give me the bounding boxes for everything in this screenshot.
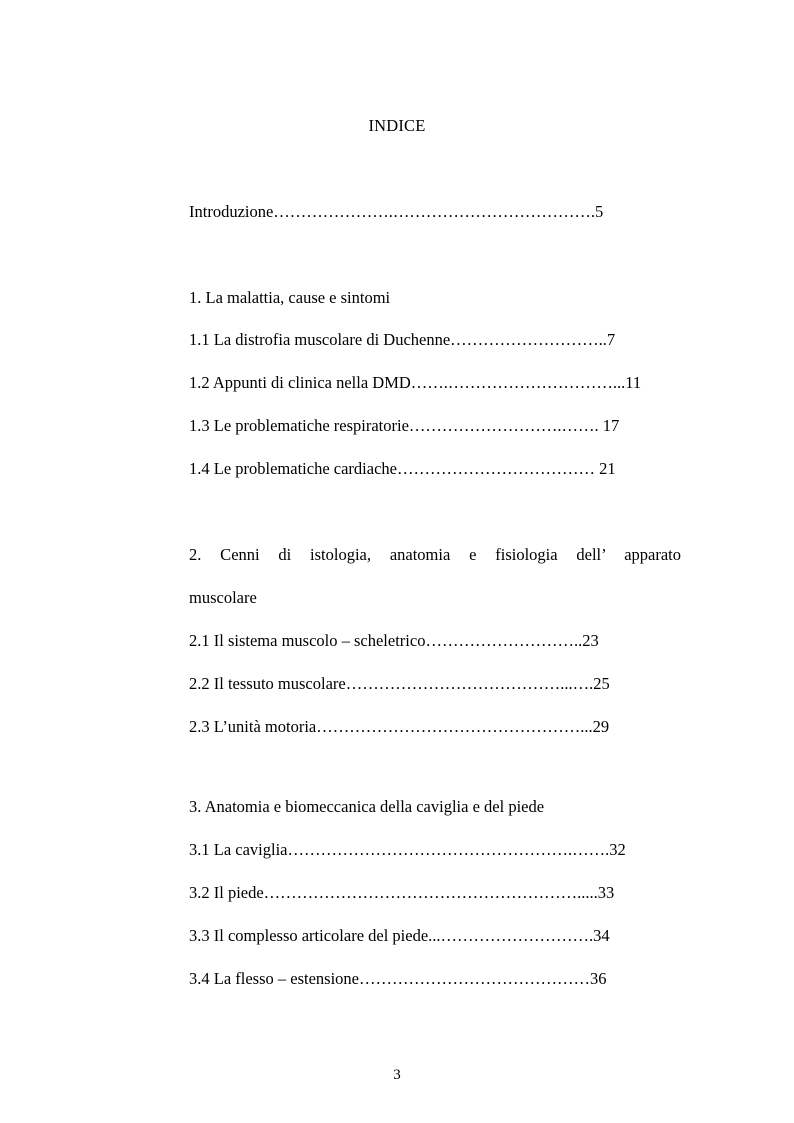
toc-entry-2-1: 2.1 Il sistema muscolo – scheletrico………………………..23 [189, 631, 599, 650]
toc-entry-1-2: 1.2 Appunti di clinica nella DMD…….…………………………...11 [189, 373, 642, 392]
page-number: 3 [393, 1067, 401, 1083]
chapter-2-heading: 2. Cenni di istologia, anatomia e fisiologia dell’ apparato [189, 545, 681, 564]
toc-entry-1-4: 1.4 Le problematiche cardiache……………………………… 21 [189, 459, 616, 478]
toc-entry-2-3: 2.3 L’unità motoria…………………………………………...29 [189, 717, 610, 736]
toc-entry-1-3: 1.3 Le problematiche respiratorie……………………….……. 17 [189, 416, 620, 435]
chapter-2-heading-continued: muscolare [189, 588, 257, 607]
toc-entry-2-2: 2.2 Il tessuto muscolare…………………………………...….25 [189, 674, 610, 693]
toc-entry-3-4: 3.4 La flesso – estensione……………………………………36 [189, 969, 607, 988]
toc-entry-introduzione: Introduzione………………….……………………………….5 [189, 202, 604, 221]
chapter-3-heading: 3. Anatomia e biomeccanica della caviglia e del piede [189, 797, 545, 816]
toc-entry-1-1: 1.1 La distrofia muscolare di Duchenne………………………..7 [189, 330, 616, 349]
toc-entry-3-2: 3.2 Il piede………………………………………………….....33 [189, 883, 615, 902]
toc-entry-3-3: 3.3 Il complesso articolare del piede...……………………….34 [189, 926, 610, 945]
chapter-1-heading: 1. La malattia, cause e sintomi [189, 288, 391, 307]
page-title: INDICE [368, 116, 426, 135]
toc-entry-3-1: 3.1 La caviglia…………………………………………….…….32 [189, 840, 626, 859]
